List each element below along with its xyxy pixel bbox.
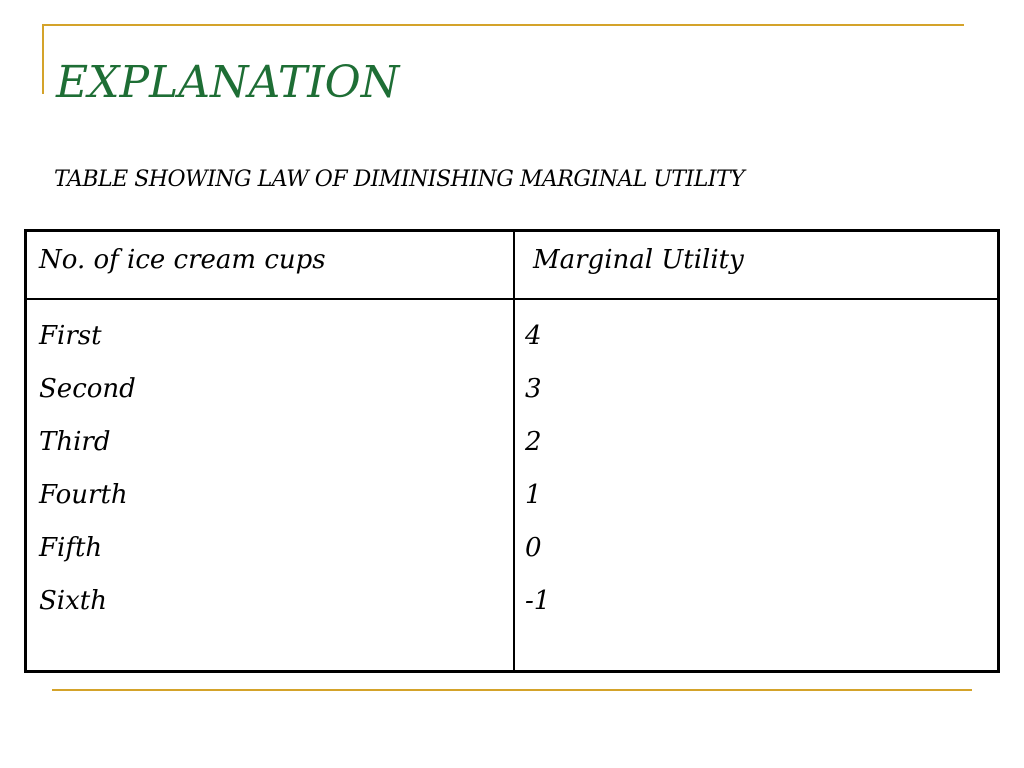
utility-column (525, 310, 550, 628)
header-marginal-utility: Marginal Utility (533, 245, 744, 275)
top-accent-rule (42, 24, 964, 26)
utility-cell: 4 (525, 321, 542, 351)
cups-cell: Fifth (39, 533, 103, 563)
utility-cell: 3 (525, 374, 542, 404)
utility-table (24, 229, 1000, 673)
utility-cell: 0 (525, 533, 542, 563)
left-accent-rule (42, 24, 44, 94)
cups-cell: Sixth (39, 586, 107, 616)
table-caption: TABLE SHOWING LAW OF DIMINISHING MARGINAL UTILITY (54, 167, 745, 192)
header-divider (27, 298, 997, 300)
utility-cell: 1 (525, 480, 542, 510)
slide-title: EXPLANATION (56, 57, 400, 108)
header-cups: No. of ice cream cups (39, 245, 326, 275)
cups-cell: Fourth (39, 480, 128, 510)
cups-column (39, 310, 136, 628)
utility-cell: -1 (525, 586, 551, 616)
bottom-accent-rule (52, 689, 972, 691)
cups-cell: Third (39, 427, 111, 457)
utility-cell: 2 (525, 427, 542, 457)
cups-cell: First (39, 321, 102, 351)
cups-cell: Second (39, 374, 136, 404)
